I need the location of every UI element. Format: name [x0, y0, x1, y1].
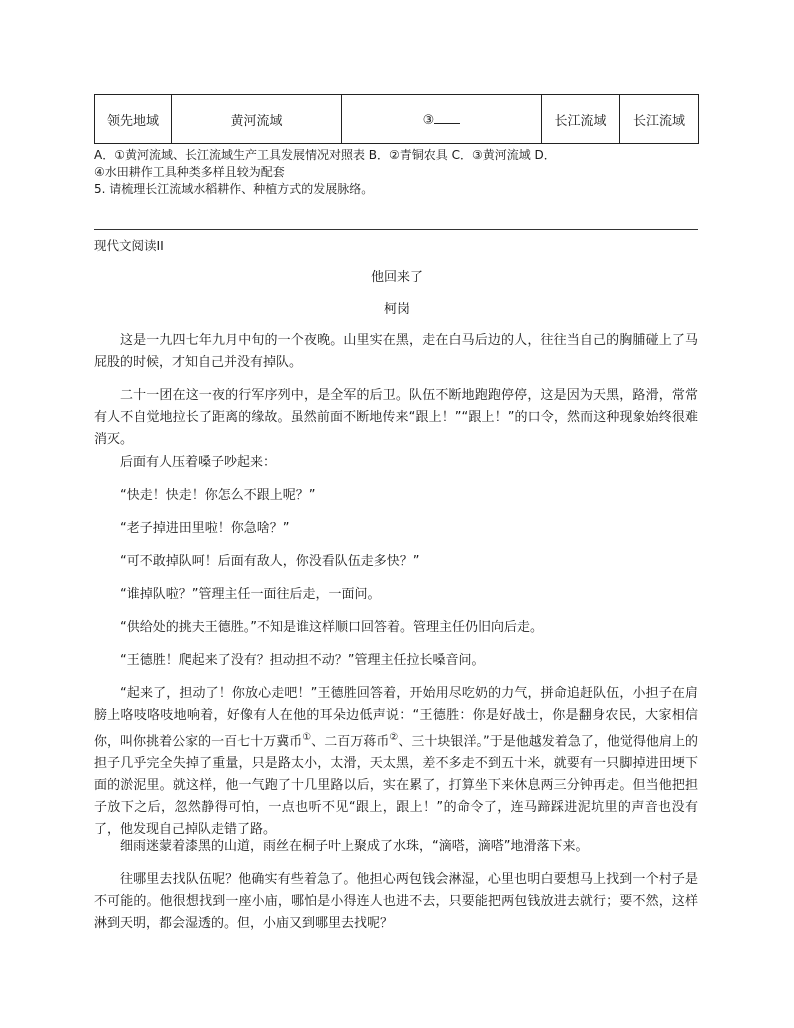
paragraph-10-part-c: 、三十块银洋。”于是他越发着急了，他觉得他肩上的担子几乎完全失掉了重量，只是路太小，太滑，天太黑，差不多走不到五十米，就要有一只脚掉进田埂下面的淤泥里。就这样，他一气跑了十几里路以后，实在累了，打算坐下来休息两三分钟再走。但当他把担子放下之后，忽然静得可怕，一点也听不见“跟上，跟上！”的命令了，连马蹄踩进泥坑里的声音也没有了，他发现自己掉队走错了路。 — [94, 734, 698, 838]
paragraph-12: 往哪里去找队伍呢？他确实有些着急了。他担心两包钱会淋湿，心里也明白要想马上找到一个村子是不可能的。他很想找到一座小庙，哪怕是小得连人也进不去，只要能把两包钱放进去就行；要不然，这样淋到天明，都会湿透的。但，小庙又到哪里去找呢？ — [94, 872, 698, 931]
paragraph-10 — [94, 683, 698, 841]
paragraph-11: 细雨迷蒙着漆黑的山道，雨丝在桐子叶上聚成了水珠，“滴嗒，滴嗒”地滑落下来。 — [120, 839, 589, 854]
paragraph-8: “供给处的挑夫王德胜。”不知是谁这样顺口回答着。管理主任仍旧向后走。 — [120, 620, 543, 635]
story-author: 柯岗 — [383, 302, 410, 317]
story-title: 他回来了 — [370, 270, 423, 285]
table-cell: 长江流域 — [620, 95, 699, 144]
paragraph-10-part-b: 、二百万蒋币 — [311, 734, 390, 750]
paragraph-5: “老子掉进田里啦！你急啥？” — [120, 521, 290, 536]
comparison-table-row — [94, 94, 699, 144]
paragraph-10-part-a: “起来了，担动了！你放心走吧！”王德胜回答着，开始用尽吃奶的力气，拼命追赶队伍，小担子在肩膀上咯吱咯吱地响着，好像有人在他的耳朵边低声说：“王德胜：你是好战士，你是翻身农民，大家相信你，叫你挑着公家的一百七十万冀币 — [94, 686, 698, 750]
paragraph-6: “可不敢掉队呵！后面有敌人，你没看队伍走多快？” — [120, 554, 420, 569]
answer-options-line-1: A．①黄河流域、长江流域生产工具发展情况对照表 B．②青铜农具 C．③黄河流域 D． — [94, 148, 556, 162]
table-cell-blank — [342, 95, 542, 144]
table-cell: 领先地域 — [95, 95, 172, 144]
table-cell: 黄河流域 — [172, 95, 342, 144]
section-divider — [94, 229, 698, 230]
footnote-marker-1: ① — [302, 732, 312, 743]
answer-options-line-2: ④水田耕作工具种类多样且较为配套 — [94, 165, 285, 179]
section-heading: 现代文阅读II — [94, 238, 164, 253]
blank-marker: ③ — [422, 112, 435, 128]
paragraph-2: 二十一团在这一夜的行军序列中，是全军的后卫。队伍不断地跑跑停停，这是因为天黑，路滑，常常有人不自觉地拉长了距离的缘故。虽然前面不断地传来“跟上！”“跟上！”的口令，然而这种现象始终很难消灭。 — [94, 388, 698, 447]
paragraph-3: 后面有人压着嗓子吵起来： — [120, 455, 277, 470]
footnote-marker-2: ② — [389, 732, 399, 743]
paragraph-1: 这是一九四七年九月中旬的一个夜晚。山里实在黑，走在白马后边的人，往往当自己的胸脯碰上了马屁股的时候，才知自己并没有掉队。 — [94, 333, 698, 370]
fill-blank-line — [434, 111, 460, 124]
paragraph-9: “王德胜！爬起来了没有？担动担不动？”管理主任拉长嗓音问。 — [120, 653, 485, 668]
question-5: 5. 请梳理长江流域水稻耕作、种植方式的发展脉络。 — [94, 182, 374, 196]
paragraph-7: “谁掉队啦？”管理主任一面往后走，一面问。 — [120, 587, 381, 602]
paragraph-4: “快走！快走！你怎么不跟上呢？” — [120, 488, 316, 503]
table-cell: 长江流域 — [542, 95, 620, 144]
